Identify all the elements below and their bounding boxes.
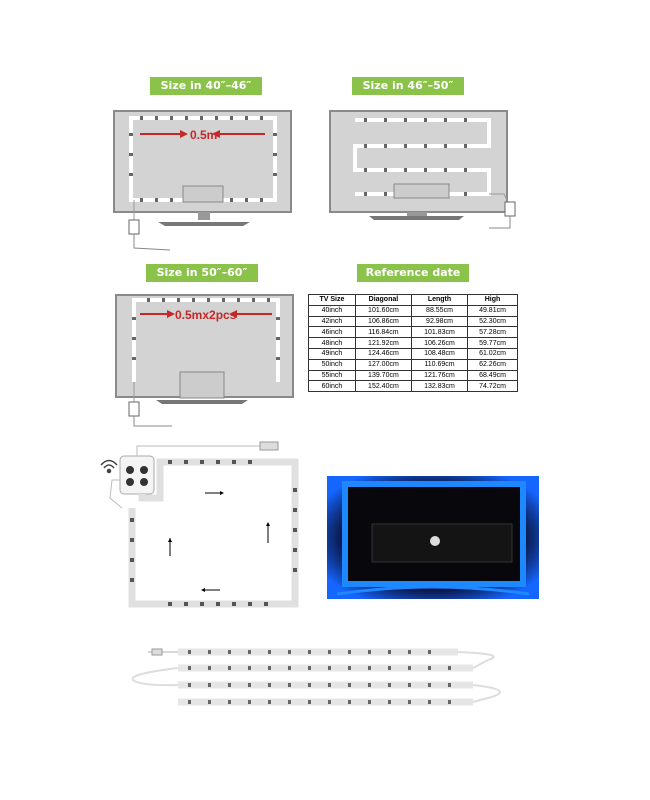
cell-diagonal: 101.60cm — [355, 305, 411, 316]
cell-high: 68.49cm — [468, 370, 518, 381]
cell-high: 57.28cm — [468, 327, 518, 338]
table-row — [309, 348, 518, 359]
cell-tv-size: 60inch — [309, 381, 356, 392]
header-high: High — [468, 295, 518, 306]
cell-length: 101.83cm — [411, 327, 467, 338]
cell-diagonal: 127.00cm — [355, 359, 411, 370]
cell-tv-size: 55inch — [309, 370, 356, 381]
table-row — [309, 305, 518, 316]
cell-diagonal: 139.70cm — [355, 370, 411, 381]
tv-backlight-image — [327, 476, 539, 599]
cell-length: 121.76cm — [411, 370, 467, 381]
usb-plug — [260, 442, 278, 450]
reference-table — [308, 294, 518, 392]
table-row — [309, 316, 518, 327]
table-header-row — [309, 295, 518, 306]
wifi-icon — [101, 461, 117, 473]
table-row — [309, 359, 518, 370]
header-tv-size: TV Size — [309, 295, 356, 306]
led-strip-layout — [329, 108, 529, 238]
cell-high: 61.02cm — [468, 348, 518, 359]
cell-tv-size: 40inch — [309, 305, 356, 316]
cell-diagonal: 116.84cm — [355, 327, 411, 338]
cell-high: 62.26cm — [468, 359, 518, 370]
cell-length: 108.48cm — [411, 348, 467, 359]
loose-strips — [128, 640, 513, 720]
table-row — [309, 381, 518, 392]
table-row — [309, 370, 518, 381]
cell-length: 88.55cm — [411, 305, 467, 316]
cell-length: 106.26cm — [411, 338, 467, 349]
cell-diagonal: 124.46cm — [355, 348, 411, 359]
size-badge-40-46: Size in 40″–46″ — [150, 77, 262, 95]
cell-tv-size: 46inch — [309, 327, 356, 338]
header-diagonal: Diagonal — [355, 295, 411, 306]
cell-length: 110.69cm — [411, 359, 467, 370]
half-meter-label: 0.5m — [190, 128, 218, 142]
strip-kit-layout — [100, 438, 315, 628]
cell-diagonal: 121.92cm — [355, 338, 411, 349]
cell-tv-size: 50inch — [309, 359, 356, 370]
cell-tv-size: 42inch — [309, 316, 356, 327]
cell-high: 74.72cm — [468, 381, 518, 392]
cell-high: 52.30cm — [468, 316, 518, 327]
cell-tv-size: 48inch — [309, 338, 356, 349]
cell-high: 59.77cm — [468, 338, 518, 349]
cell-diagonal: 106.86cm — [355, 316, 411, 327]
cell-length: 92.98cm — [411, 316, 467, 327]
cell-high: 49.81cm — [468, 305, 518, 316]
cell-diagonal: 152.40cm — [355, 381, 411, 392]
header-length: Length — [411, 295, 467, 306]
reference-date-badge: Reference date — [357, 264, 469, 282]
size-badge-46-50: Size in 46″–50″ — [352, 77, 464, 95]
backlight-photo — [327, 476, 539, 599]
table-row — [309, 338, 518, 349]
half-meter-x2-label: 0.5mx2pcs — [175, 308, 237, 322]
cell-tv-size: 49inch — [309, 348, 356, 359]
controller-box — [120, 456, 154, 494]
size-badge-50-60: Size in 50″–60″ — [146, 264, 258, 282]
cell-length: 132.83cm — [411, 381, 467, 392]
table-row — [309, 327, 518, 338]
